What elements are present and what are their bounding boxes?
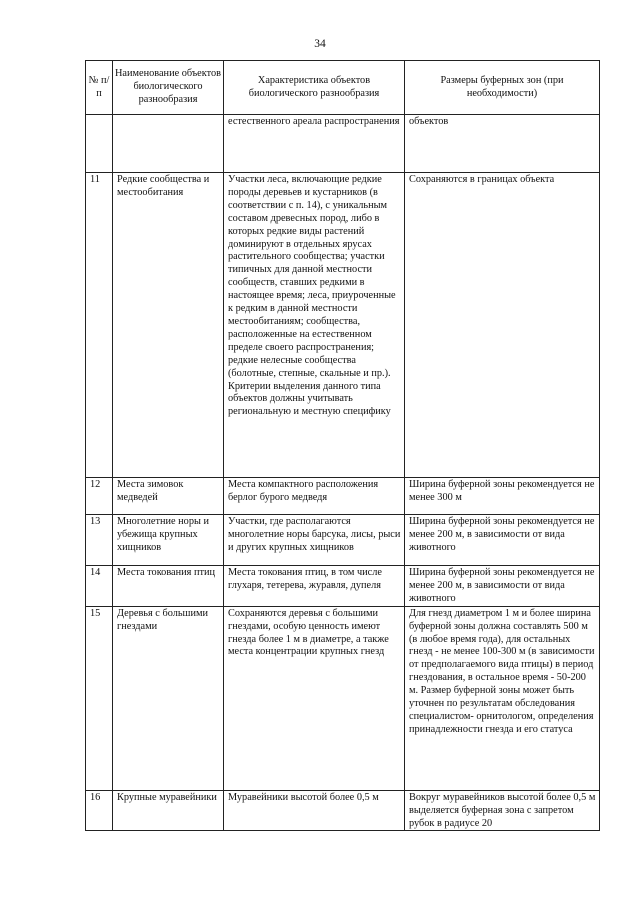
cell-characteristic: Места токования птиц, в том числе глухаря, тетерева, журавля, дупеля xyxy=(224,566,405,607)
header-name: Наименование объектов биологического разнообразия xyxy=(113,61,224,115)
cell-num: 12 xyxy=(86,478,113,515)
cell-buffer: объектов xyxy=(405,115,600,173)
page-number: 34 xyxy=(314,38,326,50)
cell-name: Места зимовок медведей xyxy=(113,478,224,515)
table-header-row xyxy=(86,61,600,115)
cell-characteristic: Места компактного расположения берлог бурого медведя xyxy=(224,478,405,515)
table-row xyxy=(86,478,600,515)
cell-num: 14 xyxy=(86,566,113,607)
cell-num: 13 xyxy=(86,515,113,566)
cell-characteristic: Участки леса, включающие редкие породы деревьев и кустарников (в соответствии с п. 14), с уникальным составом древесных пород, либо в которых редкие виды растений доминируют в отдельных ярусах растительного сообщества; участки типичных для данной местности сообществ, ставших редкими в настоящее время; леса, приуроченные к редким в данной местности местообитаниям; сообщества, расположенные на естественном пределе своего распространения; редкие нелесные сообщества (болотные, степные, скальные и пр.). Критерии выделения данного типа объектов должны учитывать региональную и местную специфику xyxy=(224,173,405,478)
cell-name: Места токования птиц xyxy=(113,566,224,607)
cell-buffer: Вокруг муравейников высотой более 0,5 м выделяется буферная зона с запретом рубок в радиусе 20 xyxy=(405,790,600,831)
cell-characteristic: Участки, где располагаются многолетние норы барсука, лисы, рыси и других крупных хищников xyxy=(224,515,405,566)
table-row xyxy=(86,515,600,566)
cell-characteristic: естественного ареала распространения xyxy=(224,115,405,173)
cell-name: Редкие сообщества и местообитания xyxy=(113,173,224,478)
cell-num: 15 xyxy=(86,606,113,790)
cell-name: Деревья с большими гнездами xyxy=(113,606,224,790)
header-num: № п/п xyxy=(86,61,113,115)
cell-characteristic: Муравейники высотой более 0,5 м xyxy=(224,790,405,831)
header-buffer: Размеры буферных зон (при необходимости) xyxy=(405,61,600,115)
cell-num xyxy=(86,115,113,173)
cell-num: 11 xyxy=(86,173,113,478)
cell-name xyxy=(113,115,224,173)
cell-buffer: Ширина буферной зоны рекомендуется не менее 300 м xyxy=(405,478,600,515)
header-characteristic: Характеристика объектов биологического разнообразия xyxy=(224,61,405,115)
cell-name: Многолетние норы и убежища крупных хищников xyxy=(113,515,224,566)
table-row xyxy=(86,115,600,173)
table-row xyxy=(86,173,600,478)
cell-num: 16 xyxy=(86,790,113,831)
table-row xyxy=(86,566,600,607)
table-row xyxy=(86,790,600,831)
cell-buffer: Ширина буферной зоны рекомендуется не менее 200 м, в зависимости от вида животного xyxy=(405,566,600,607)
cell-buffer: Ширина буферной зоны рекомендуется не менее 200 м, в зависимости от вида животного xyxy=(405,515,600,566)
table-row xyxy=(86,606,600,790)
cell-name: Крупные муравейники xyxy=(113,790,224,831)
biodiversity-objects-table xyxy=(85,60,600,831)
cell-characteristic: Сохраняются деревья с большими гнездами, особую ценность имеют гнезда более 1 м в диаметре, а также места концентрации крупных гнезд xyxy=(224,606,405,790)
cell-buffer: Для гнезд диаметром 1 м и более ширина буферной зоны должна составлять 500 м (в любое время года), для остальных гнезд - не менее 100-300 м (в зависимости от предполагаемого вида птицы) в период гнездования, в остальное время - 50-200 м. Размер буферной зоны может быть уточнен по результатам обследования специалистом- орнитологом, определения принадлежности гнезда и его статуса xyxy=(405,606,600,790)
cell-buffer: Сохраняются в границах объекта xyxy=(405,173,600,478)
